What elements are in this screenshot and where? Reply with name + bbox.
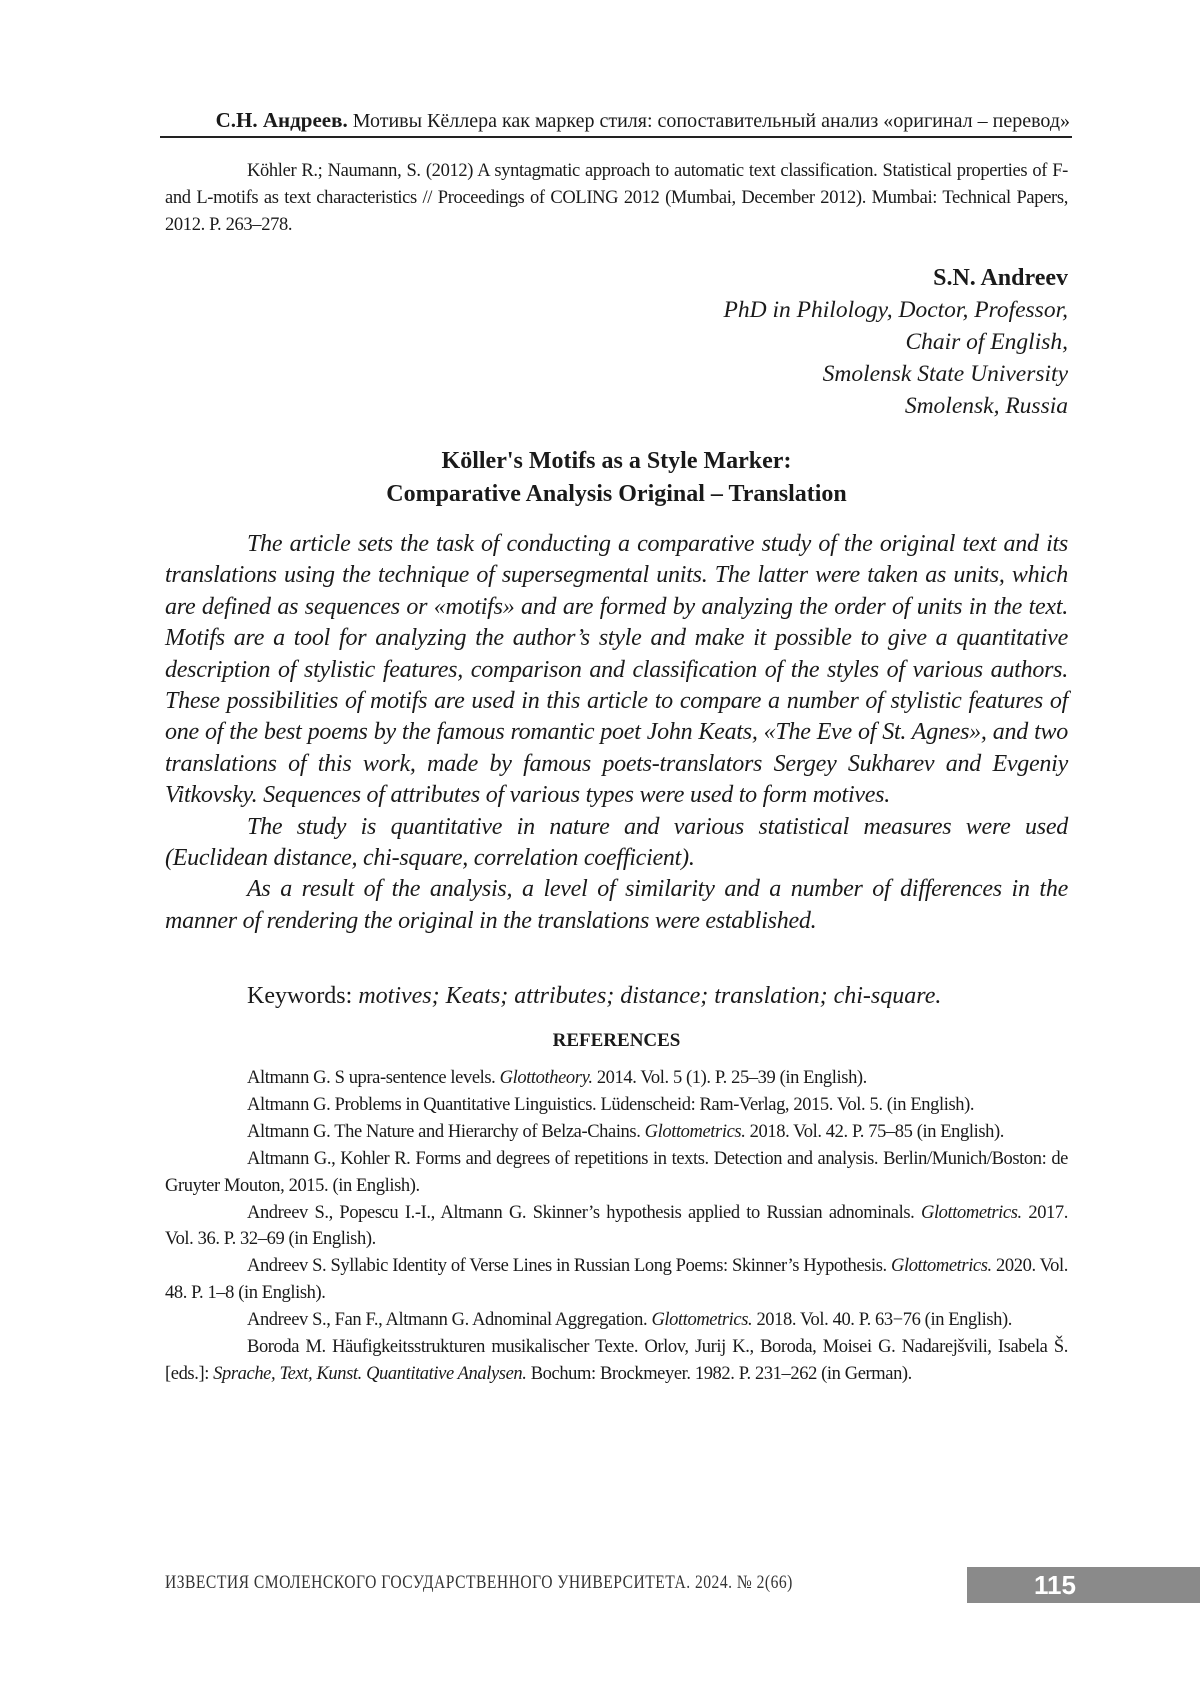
references-list [165, 1065, 1068, 1388]
keywords [247, 980, 1077, 1012]
reference-source: Sprache, Text, Kunst. Quantitative Analysen. [213, 1363, 527, 1384]
reference-item: Altmann G., Kohler R. Forms and degrees of repetitions in texts. Detection and analysis. Berlin/Munich/Boston: de Gruyter Mouton, 2015. (in English). [165, 1148, 1068, 1196]
abstract-paragraph: As a result of the analysis, a level of similarity and a number of differences in the manner of rendering the original in the translations were established. [165, 876, 1068, 934]
abstract-paragraph: The study is quantitative in nature and various statistical measures were used (Euclidean distance, chi-square, correlation coefficient). [165, 813, 1068, 872]
reference-item: Altmann G. S upra-sentence levels. Glottotheory. 2014. Vol. 5 (1). P. 25–39 (in English). [247, 1068, 867, 1088]
previous-page-reference [165, 158, 1068, 239]
author-name: S.N. Andreev [933, 265, 1068, 291]
reference-item: Altmann G. Problems in Quantitative Linguistics. Lüdenscheid: Ram-Verlag, 2015. Vol. 5. (in English). [247, 1094, 975, 1115]
running-head-title: Мотивы Кёллера как маркер стиля: сопоставительный анализ «оригинал – перевод» [352, 110, 1070, 132]
reference-text: Köhler R.; Naumann, S. (2012) A syntagmatic approach to automatic text classification. Statistical properties of F- and L-motifs as text characteristics // Proceedings of COLING 2012 (Mumbai, December 2012). Mumbai: Technical Papers, 2012. P. 263–278. [165, 161, 1068, 235]
reference-source: Glottometrics. [651, 1310, 753, 1331]
author-university: Smolensk State University [822, 361, 1068, 387]
reference-source: Glottometrics. [644, 1121, 746, 1142]
abstract [165, 529, 1068, 937]
reference-item: Andreev S. Syllabic Identity of Verse Lines in Russian Long Poems: Skinner’s Hypothesis. Glottometrics. 2020. Vol. 48. P. 1–8 (in English). [165, 1256, 1068, 1304]
author-info [724, 262, 1068, 422]
references-heading: REFERENCES [552, 1030, 681, 1051]
author-chair: Chair of English, [905, 329, 1068, 355]
author-degree: PhD in Philology, Doctor, Professor, [723, 297, 1068, 323]
keywords-label: Keywords: [247, 983, 353, 1009]
reference-source: Glottotheory. [499, 1068, 593, 1088]
reference-item: Boroda M. Häufigkeitsstrukturen musikalischer Texte. Orlov, Jurij K., Boroda, Moisei G. Nadarejšvili, Isabela Š. [eds.]: Sprache, Text, Kunst. Quantitative Analysen. Bochum: Brockmeyer. 1982. P. 231–262 (in German). [165, 1337, 1068, 1384]
header-divider [160, 136, 1072, 138]
running-head [162, 107, 1070, 134]
reference-item: Andreev S., Popescu I.-I., Altmann G. Skinner’s hypothesis applied to Russian adnominals. Glottometrics. 2017. Vol. 36. P. 32–69 (in English). [165, 1202, 1068, 1250]
footer-journal-title: ИЗВЕСТИЯ СМОЛЕНСКОГО ГОСУДАРСТВЕННОГО УНИВЕРСИТЕТА. 2024. № 2(66) [165, 1572, 793, 1593]
author-city: Smolensk, Russia [904, 393, 1068, 419]
running-head-author: С.Н. Андреев. [215, 108, 348, 132]
keywords-text: motives; Keats; attributes; distance; translation; chi-square. [358, 983, 942, 1009]
reference-item: Andreev S., Fan F., Altmann G. Adnominal Aggregation. Glottometrics. 2018. Vol. 40. P. 63−76 (in English). [247, 1310, 1012, 1331]
reference-source: Glottometrics. [891, 1256, 992, 1277]
page-number: 115 [1034, 1570, 1076, 1600]
abstract-paragraph: The article sets the task of conducting a comparative study of the original text and its translations using the technique of supersegmental units. The latter were taken as units, which are defined as sequences or «motifs» and are formed by analyzing the order of units in the text. Motifs are a tool for analyzing the author’s style and make it possible to give a quantitative description of stylistic features, comparison and classification of the styles of various authors. These possibilities of motifs are used in this article to compare a number of stylistic features of one of the best poems by the famous romantic poet John Keats, «The Eve of St. Agnes», and two translations of this work, made by famous poets-translators Sergey Sukharev and Evgeniy Vitkovsky. Sequences of attributes of various types were used to form motives. [165, 531, 1068, 809]
article-title-line-2: Comparative Analysis Original – Translation [386, 481, 847, 507]
article-title-line-1: Köller's Motifs as a Style Marker: [441, 448, 792, 474]
reference-source: Glottometrics. [920, 1202, 1022, 1223]
reference-item: Altmann G. The Nature and Hierarchy of Belza-Chains. Glottometrics. 2018. Vol. 42. P. 75–85 (in English). [247, 1121, 1004, 1142]
article-title [165, 445, 1068, 511]
